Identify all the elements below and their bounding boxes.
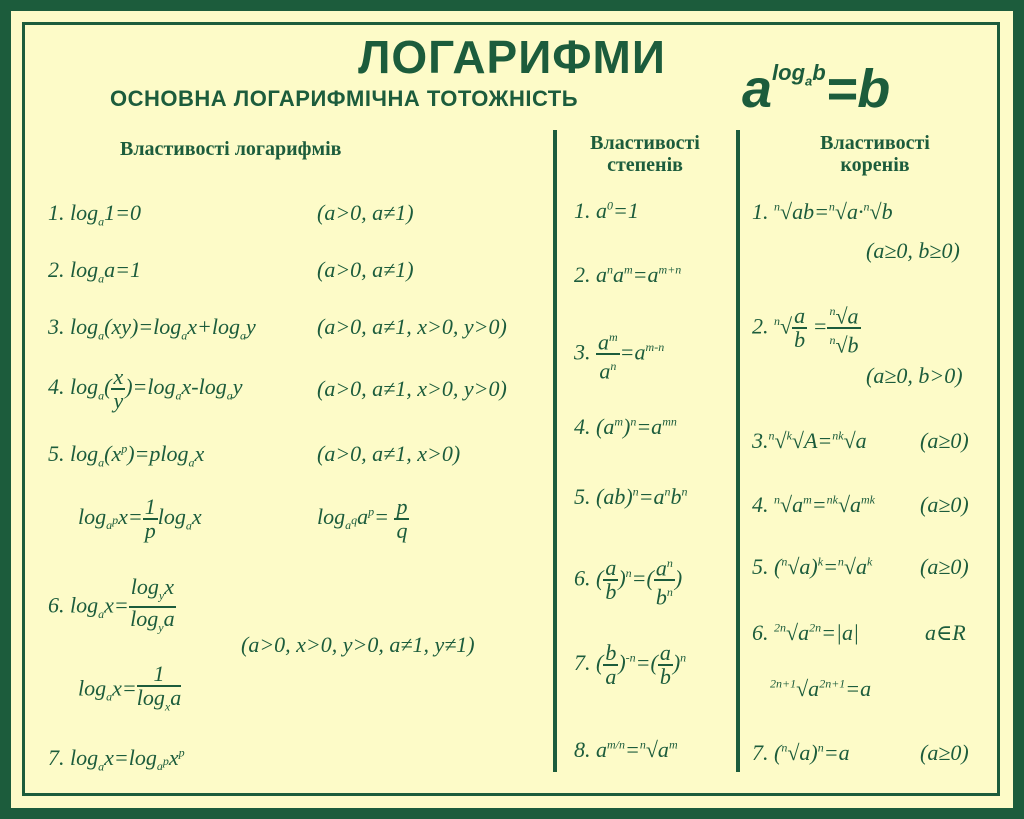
root-cond-3: (a≥0) (920, 428, 969, 453)
log-cond-6: (a>0, x>0, y>0, a≠1, y≠1) (241, 632, 475, 657)
root-prop-6: 6. $^{2n}√a^{2n}=|a|$ (752, 620, 860, 645)
log-cond-3: (a>0, a≠1, x>0, y>0) (317, 314, 507, 339)
log-prop-3: 3. $\log_a(xy)=\log_ax+\log_ay$ (48, 314, 256, 343)
root-cond-6: a∈R (925, 620, 966, 645)
root-cond-2: (a≥0, b>0) (866, 363, 963, 388)
power-prop-2: 2. $a^na^m=a^{m+n}$ (574, 262, 682, 287)
power-prop-8: 8. $a^{m/n}=^n√a^m$ (574, 737, 678, 762)
log-prop-7: 7. $\log_ax=\log_{a^p}x^p$ (48, 745, 185, 774)
log-cond-2: (a>0, a≠1) (317, 257, 414, 282)
root-cond-7: (a≥0) (920, 740, 969, 765)
power-prop-6: 6. ( $\frac{a}{b}$ )$^n$=( $\frac{a^n}{b^n}$ ) (574, 552, 682, 609)
log-prop-5: 5. $\log_a(x^p)=plog_ax$ (48, 441, 205, 470)
log-prop-4: 4. $\log_a$( $\frac{x}{y}$ )$=\log_ax-\log_ay$ (48, 364, 243, 413)
root-prop-4: 4. $^n√a^m=^{nk}√a^{mk}$ (752, 492, 876, 517)
power-prop-3: 3. $\frac{a^m}{a^n}$ $=a^{m-n}$ (574, 326, 664, 383)
log-prop-2: 2. $\log_aa=1$ (48, 257, 141, 286)
power-heading: Властивості степенів (590, 132, 700, 176)
root-prop-2: 2. $^n$√ $\frac{a}{b}$ = $\frac{^n√a}{^n√b}$ (752, 300, 861, 357)
root-prop-6b: $^{2n+1}√a^{2n+1}=a$ (770, 676, 872, 701)
root-cond-5: (a≥0) (920, 554, 969, 579)
root-cond-1: (a≥0, b≥0) (866, 238, 960, 263)
log-cond-5: (a>0, a≠1, x>0) (317, 441, 461, 466)
identity-formula: $a^{log_ab}=b$ (742, 59, 891, 119)
power-prop-5: 5. $(ab)^n=a^nb^n$ (574, 484, 688, 509)
log-prop-6b: $\log_ax=$ $\frac{1}{\log_xa}$ (78, 661, 182, 714)
root-prop-5: 5. $(^n√a)^k=^n√a^k$ (752, 554, 873, 579)
root-prop-7: 7. $(^n√a)^n=a$ (752, 740, 850, 765)
divider-1 (553, 130, 557, 772)
power-prop-7: 7. ( $\frac{b}{a}$ )$^{-n}$=( $\frac{a}{b}$ )$^n$ (574, 640, 687, 689)
root-prop-3: 3.$^n$√$^k$√A=$^{nk}$√a (752, 428, 867, 453)
log-prop-6: 6. $\log_ax=$ $\frac{\log_yx}{\log_ya}$ (48, 574, 175, 635)
page-title: ЛОГАРИФМИ (358, 31, 666, 83)
root-cond-4: (a≥0) (920, 492, 969, 517)
subtitle: ОСНОВНА ЛОГАРИФМІЧНА ТОТОЖНІСТЬ (110, 86, 579, 111)
divider-2 (736, 130, 740, 772)
root-heading: Властивості коренів (820, 132, 930, 176)
log-prop-1: 1. $\log_a1=0$ (48, 200, 141, 229)
log-prop-5c: $\log_{a^q}a^p=$ $\frac{p}{q}$ (317, 494, 408, 543)
log-cond-1: (a>0, a≠1) (317, 200, 414, 225)
root-prop-1: 1. $^n$√ab=$^n$√a·$^n$√b (752, 199, 893, 224)
log-heading: Властивості логарифмів (120, 138, 342, 160)
log-prop-5b: $\log_{a^p}x=$ $\frac{1}{p}$ $\log_ax$ (78, 494, 202, 543)
power-prop-1: 1. $a^0=1$ (574, 198, 639, 223)
log-cond-4: (a>0, a≠1, x>0, y>0) (317, 376, 507, 401)
power-prop-4: 4. $(a^m)^n=a^{mn}$ (574, 414, 677, 439)
